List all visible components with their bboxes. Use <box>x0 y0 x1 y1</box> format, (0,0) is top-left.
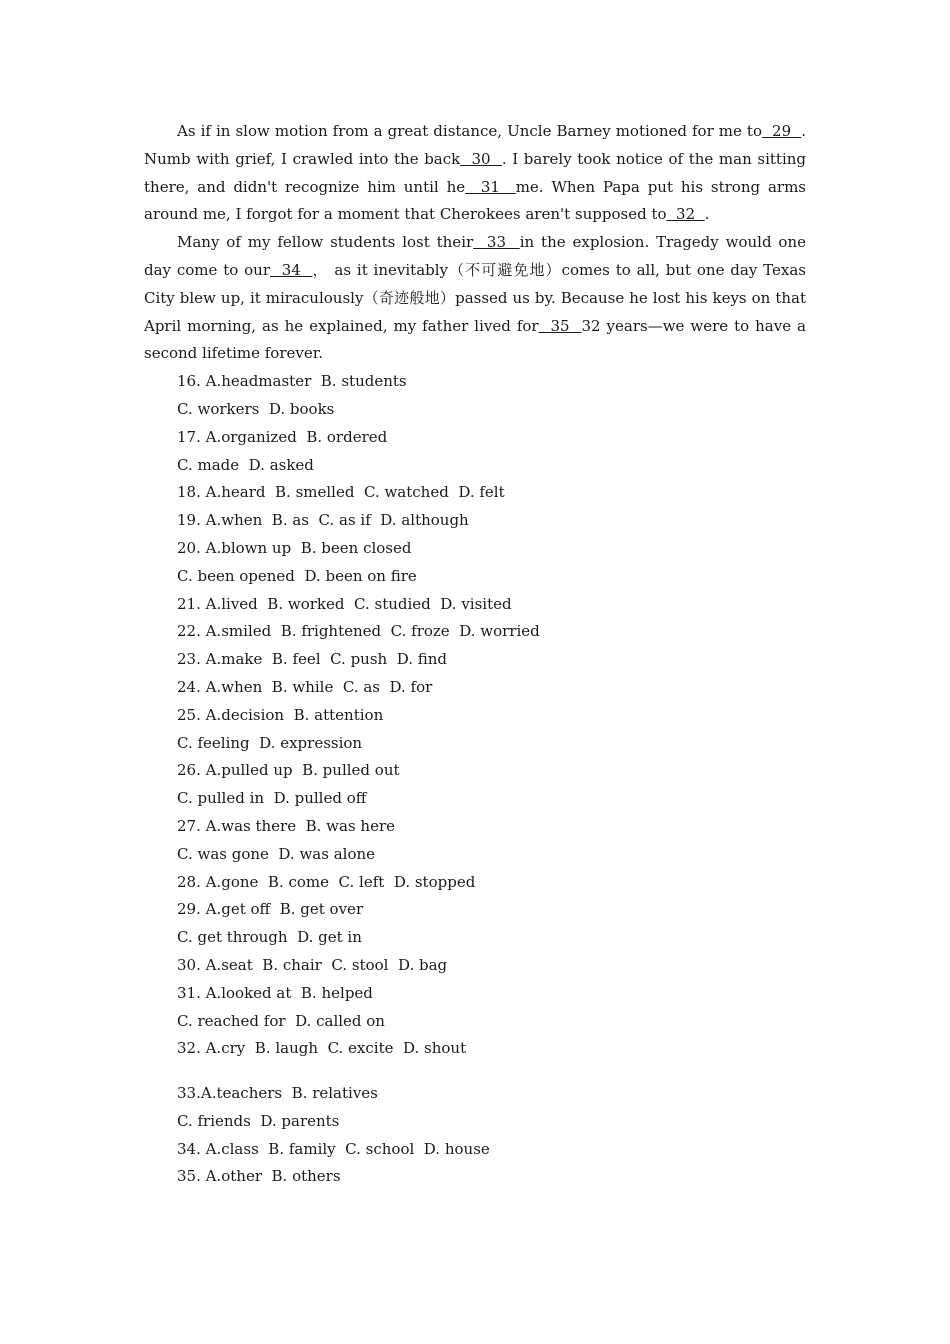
passage-text: As if in slow motion from a great distance, Uncle Barney motioned for me to <box>177 122 762 140</box>
passage-text: 32 years—we were to have a second lifetime forever. <box>144 316 806 363</box>
option-line: C. get through D. get in <box>177 928 362 947</box>
option-line: 28. A.gone B. come C. left D. stopped <box>177 872 476 891</box>
option-line: 20. A.blown up B. been closed <box>177 538 412 557</box>
option-line: 27. A.was there B. was here <box>177 816 396 835</box>
numbered-blank: 30 <box>460 149 502 168</box>
answer-options-list <box>144 368 806 1191</box>
passage-text: . <box>704 205 710 224</box>
reading-passage <box>144 118 806 368</box>
numbered-blank: 32 <box>666 205 705 224</box>
option-line: C. was gone D. was alone <box>177 844 376 863</box>
numbered-blank: 35 <box>538 316 582 335</box>
option-line: 31. A.looked at B. helped <box>177 983 373 1002</box>
option-line: 24. A.when B. while C. as D. for <box>177 677 433 696</box>
option-line: 19. A.when B. as C. as if D. although <box>177 511 469 530</box>
option-line: C. workers D. books <box>177 399 335 418</box>
option-line: 21. A.lived B. worked C. studied D. visited <box>177 594 512 613</box>
numbered-blank: 34 <box>270 260 313 279</box>
passage-text: . Numb with grief, I crawled into the back <box>144 122 806 168</box>
passage-paragraph <box>144 118 806 229</box>
option-line: 22. A.smiled B. frightened C. froze D. worried <box>177 622 540 641</box>
option-line: 29. A.get off B. get over <box>177 900 364 919</box>
option-line: C. been opened D. been on fire <box>177 566 417 585</box>
option-line: 25. A.decision B. attention <box>177 705 384 724</box>
option-line: 34. A.class B. family C. school D. house <box>177 1139 490 1158</box>
passage-text: me. When Papa put his strong arms around me, I forgot for a moment that Cherokees aren't supposed to <box>144 177 806 224</box>
passage-text: Many of my fellow students lost their <box>177 233 474 252</box>
option-line: 33.A.teachers B. relatives <box>177 1084 378 1103</box>
option-line: 30. A.seat B. chair C. stool D. bag <box>177 955 448 974</box>
option-line: 16. A.headmaster B. students <box>177 372 407 391</box>
option-line: 18. A.heard B. smelled C. watched D. felt <box>177 483 505 502</box>
option-line: C. friends D. parents <box>177 1111 340 1130</box>
option-line: C. made D. asked <box>177 455 314 474</box>
option-line: 32. A.cry B. laugh C. excite D. shout <box>177 1039 467 1058</box>
numbered-blank: 31 <box>465 177 516 196</box>
option-line: C. feeling D. expression <box>177 733 363 752</box>
numbered-blank: 33 <box>473 233 520 252</box>
passage-text: in the explosion. Tragedy would one day come to our <box>144 233 806 279</box>
passage-paragraph <box>144 229 806 368</box>
option-line: 17. A.organized B. ordered <box>177 427 388 446</box>
option-line: 35. A.other B. others <box>177 1167 341 1186</box>
passage-text: . I barely took notice of the man sitting there, and didn't recognize him until he <box>144 149 807 196</box>
option-line: C. reached for D. called on <box>177 1011 385 1030</box>
numbered-blank: 29 <box>761 122 802 140</box>
document-body <box>144 118 806 1191</box>
option-line: C. pulled in D. pulled off <box>177 789 367 808</box>
option-line: 23. A.make B. feel C. push D. find <box>177 650 448 669</box>
option-line: 26. A.pulled up B. pulled out <box>177 761 400 780</box>
passage-text: ， as it inevitably（不可避免地）comes to all, but one day Texas City blew up, it miraculously（奇迹般地）passed us by. Because he lost his keys on that April morning, as he explained, my father lived for <box>144 260 806 335</box>
